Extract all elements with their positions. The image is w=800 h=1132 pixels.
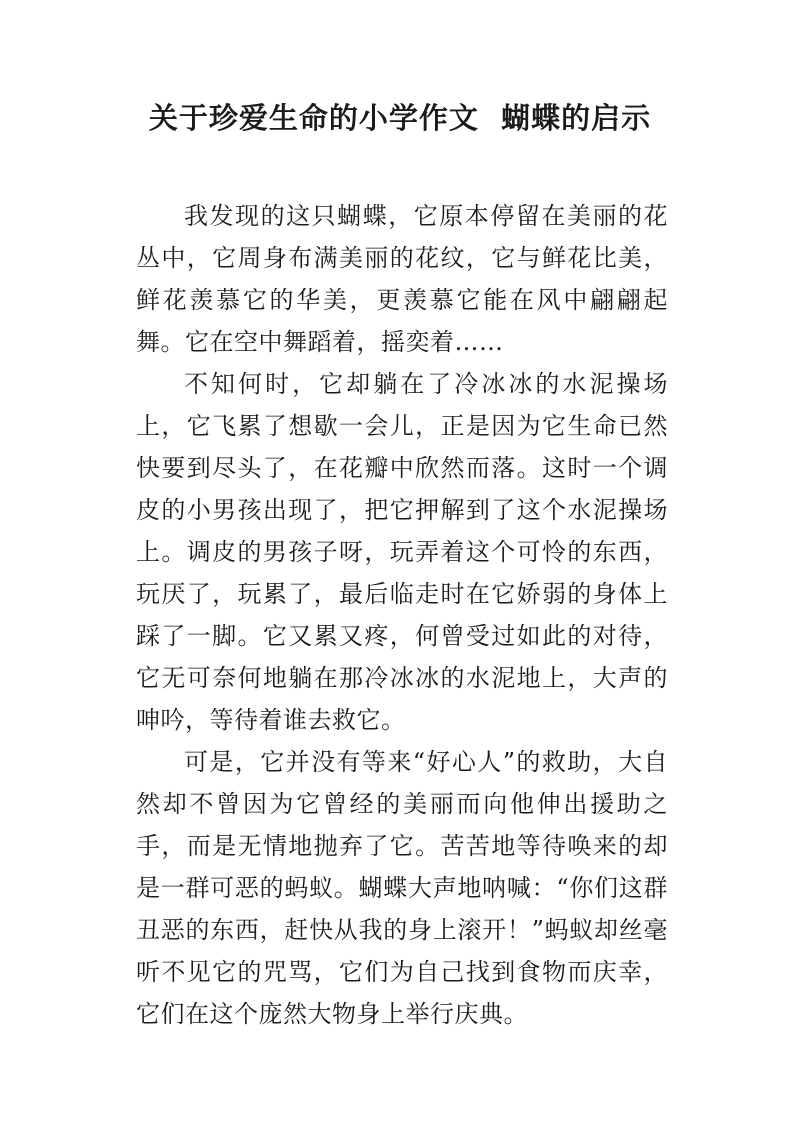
paragraph-3: 可是，它并没有等来“好心人”的救助，大自然却不曾因为它曾经的美丽而向他伸出援助之手，而是无情地抛弃了它。苦苦地等待唤来的却是一群可恶的蚂蚁。蝴蝶大声地呐喊：“你们这群丑恶的东西，赶快从我的身上滚开！”蚂蚁却丝毫听不见它的咒骂，它们为自己找到食物而庆幸，它们在这个庞然大物身上举行庆典。: [136, 748, 668, 1028]
document-body: [136, 195, 668, 1035]
paragraph-2: 不知何时，它却躺在了冷冰冰的水泥操场上，它飞累了想歇一会儿，正是因为它生命已然快要到尽头了，在花瓣中欣然而落。这时一个调皮的小男孩出现了，把它押解到了这个水泥操场上。调皮的男孩子呀，玩弄着这个可怜的东西，玩厌了，玩累了，最后临走时在它娇弱的身体上踩了一脚。它又累又疼，何曾受过如此的对待，它无可奈何地躺在那冷冰冰的水泥地上，大声的呻吟，等待着谁去救它。: [136, 370, 668, 734]
paragraph-1: 我发现的这只蝴蝶，它原本停留在美丽的花丛中，它周身布满美丽的花纹，它与鲜花比美，鲜花羡慕它的华美，更羡慕它能在风中翩翩起舞。它在空中舞蹈着，摇奕着……: [136, 202, 668, 356]
document-title: 关于珍爱生命的小学作文 蝴蝶的启示: [148, 101, 652, 135]
